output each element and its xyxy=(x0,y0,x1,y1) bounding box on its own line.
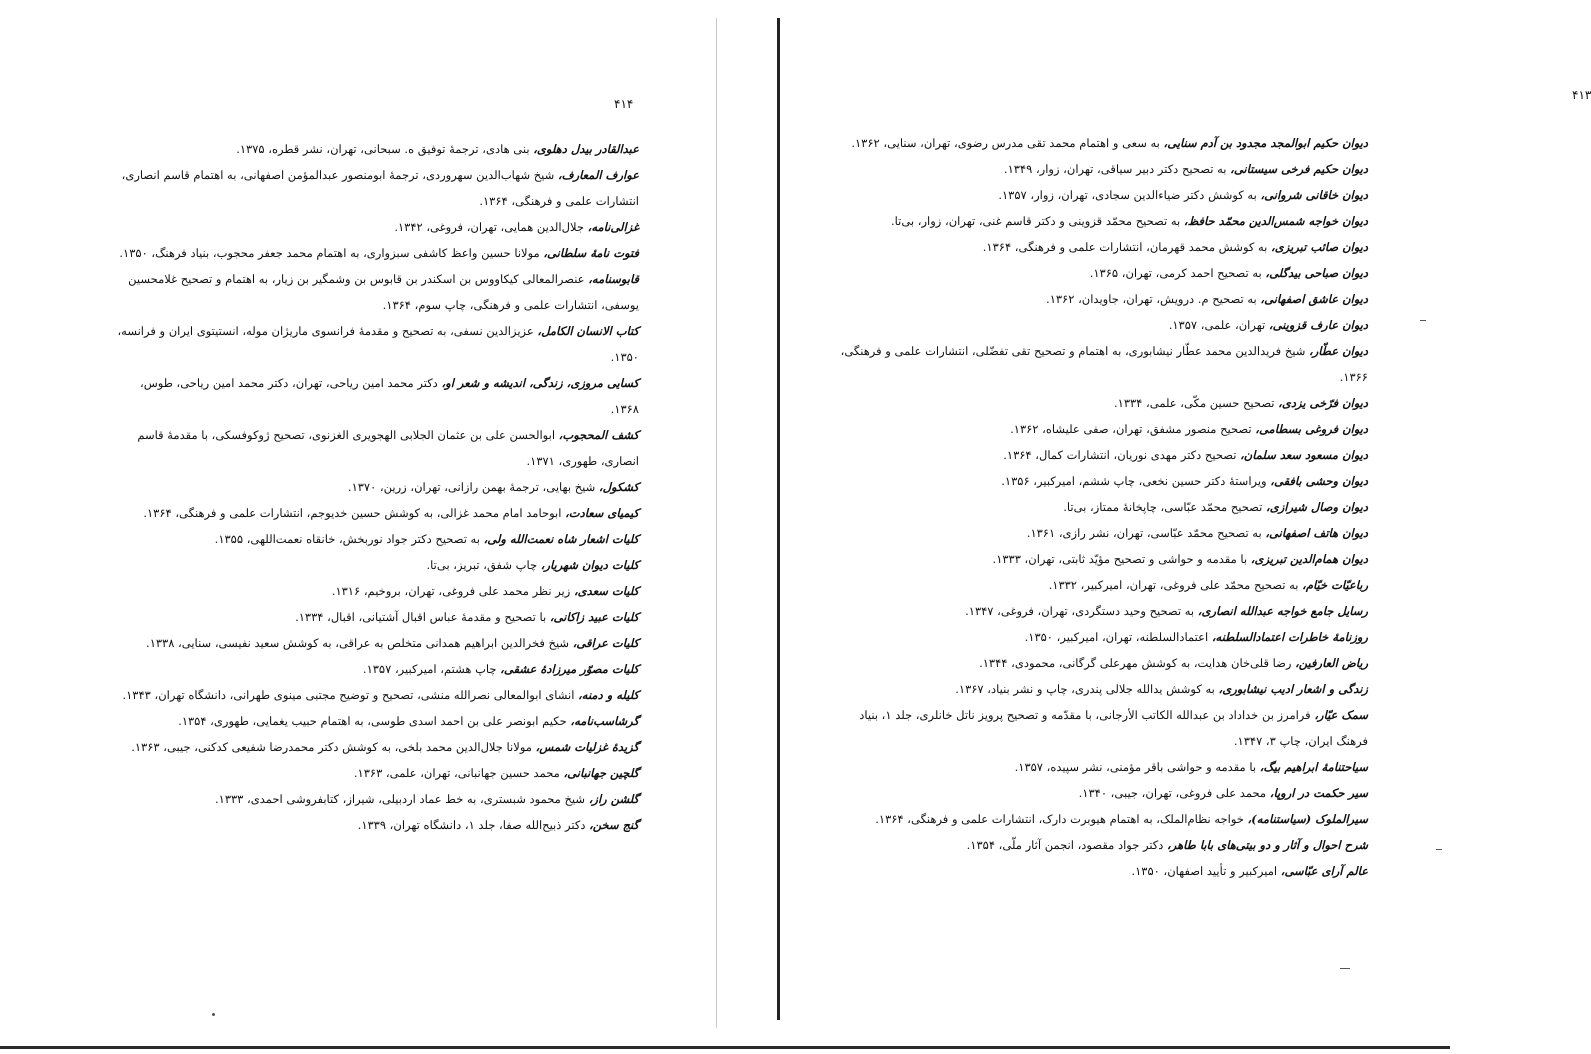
entry-details: امیرکبیر و تأیید اصفهان، ۱۳۵۰. xyxy=(1131,864,1281,878)
entry-details: رضا قلی‌خان هدایت، به کوشش مهرعلی گرگانی، محمودی، ۱۳۴۴. xyxy=(979,656,1296,670)
bibliography-entry xyxy=(828,130,1368,156)
entry-details: به تصحیح م. درویش، تهران، جاویدان، ۱۳۶۲. xyxy=(1046,292,1261,306)
bibliography-entry xyxy=(828,442,1368,468)
bibliography-entry xyxy=(109,318,639,370)
entry-details: شیخ فخرالدین ابراهیم همدانی متخلص به عراقی، به کوشش سعید نفیسی، سنایی، ۱۳۳۸. xyxy=(146,636,573,650)
entry-title: کلیات عبید زاکانی، xyxy=(549,610,639,624)
entry-details: به سعی و اهتمام محمد تقی مدرس رضوی، تهران، سنایی، ۱۳۶۲. xyxy=(851,136,1164,150)
bibliography-entry xyxy=(828,182,1368,208)
entry-title: گنج سخن، xyxy=(589,818,639,832)
bibliography-entry xyxy=(109,786,639,812)
bibliography-entry xyxy=(828,156,1368,182)
entry-details: حکیم ابونصر علی بن احمد اسدی طوسی، به اهتمام حبیب یغمایی، طهوری، ۱۳۵۴. xyxy=(178,714,571,728)
entry-title: کشف المحجوب، xyxy=(558,428,639,442)
entry-details: با تصحیح و مقدمهٔ عباس اقبال آشتیانی، اقبال، ۱۳۳۴. xyxy=(295,610,550,624)
bibliography-entry xyxy=(828,676,1368,702)
bibliography-entry xyxy=(109,656,639,682)
entry-details: بنی هادی، ترجمهٔ توفیق ه. سبحانی، تهران، نشر قطره، ۱۳۷۵. xyxy=(236,142,534,156)
entry-details: خواجه نظام‌الملک، به اهتمام هیوبرت دارک، انتشارات علمی و فرهنگی، ۱۳۶۴. xyxy=(875,812,1248,826)
bibliography-entry xyxy=(109,370,639,422)
entry-title: دیوان صائب تبریزی، xyxy=(1271,240,1368,254)
entry-details: عنصرالمعالی کیکاووس بن اسکندر بن قابوس بن وشمگیر بن زیار، به اهتمام و تصحیح غلامحسین یوسفی، انتشارات علمی و فرهنگی، چاپ سوم، ۱۳۶۴. xyxy=(128,272,639,312)
entry-title: دیوان عاشق اصفهانی، xyxy=(1260,292,1368,306)
entry-title: دیوان خواجه شمس‌الدین محمّد حافظ، xyxy=(1183,214,1368,228)
bibliography-entry xyxy=(109,552,639,578)
left-page xyxy=(0,0,724,1054)
bibliography-entry xyxy=(109,604,639,630)
entry-title: گزیدهٔ غزلیات شمس، xyxy=(535,740,639,754)
entry-title: دیوان وحشی بافقی، xyxy=(1270,474,1368,488)
entry-title: کلیله و دمنه، xyxy=(578,688,639,702)
entry-title: دیوان هاتف اصفهانی، xyxy=(1265,526,1368,540)
bibliography-entry xyxy=(109,422,639,474)
bibliography-entry xyxy=(109,214,639,240)
bibliography-entry xyxy=(828,572,1368,598)
bibliography-entry xyxy=(828,858,1368,884)
bibliography-entry xyxy=(828,780,1368,806)
scan-speck xyxy=(212,1013,215,1016)
bibliography-entry xyxy=(109,240,639,266)
bibliography-entry xyxy=(109,500,639,526)
bibliography-entry xyxy=(109,266,639,318)
entry-details: چاپ شفق، تبریز، بی‌تا. xyxy=(426,558,541,572)
entry-details: دکتر محمد امین ریاحی، تهران، دکتر محمد امین ریاحی، طوس، ۱۳۶۸. xyxy=(140,376,639,416)
bibliography-entry xyxy=(828,234,1368,260)
bibliography-entry xyxy=(828,546,1368,572)
entry-title: شرح احوال و آثار و دو بیتی‌های بابا طاهر، xyxy=(1167,838,1368,852)
entry-title: دیوان فرّخی یزدی، xyxy=(1278,396,1368,410)
entry-details: به تصحیح دکتر دبیر سیاقی، تهران، زوار، ۱۳۴۹. xyxy=(1003,162,1231,176)
bibliography-entry xyxy=(828,312,1368,338)
entry-details: به تصحیح محمّد علی فروغی، تهران، امیرکبیر، ۱۳۳۲. xyxy=(1048,578,1303,592)
entry-details: زیر نظر محمد علی فروغی، تهران، بروخیم، ۱۳۱۶. xyxy=(331,584,574,598)
bibliography-entry xyxy=(828,338,1368,390)
bibliography-entry xyxy=(109,760,639,786)
entry-title: عوارف المعارف، xyxy=(557,168,639,182)
bibliography-entry xyxy=(828,390,1368,416)
scan-bottom-edge xyxy=(0,1046,1450,1049)
entry-details: مولانا جلال‌الدین محمد بلخی، به کوشش دکتر محمدرضا شفیعی کدکنی، جیبی، ۱۳۶۳. xyxy=(131,740,536,754)
entry-details: ویراستهٔ دکتر حسین نخعی، چاپ ششم، امیرکبیر، ۱۳۵۶. xyxy=(1001,474,1271,488)
bibliography-entry xyxy=(109,526,639,552)
entry-title: دیوان خاقانی شروانی، xyxy=(1260,188,1368,202)
entry-title: عبدالقادر بیدل دهلوی، xyxy=(533,142,639,156)
bibliography-entry xyxy=(828,468,1368,494)
entry-title: عالم آرای عبّاسی، xyxy=(1280,864,1368,878)
entry-title: سمک عیّار، xyxy=(1314,708,1368,722)
entry-title: دیوان عارف قزوینی، xyxy=(1268,318,1368,332)
entry-title: کتاب الانسان الکامل، xyxy=(537,324,639,338)
entry-details: به تصحیح وحید دستگردی، تهران، فروغی، ۱۳۴۷. xyxy=(965,604,1198,618)
entry-details: به کوشش یدالله جلالی پندری، چاپ و نشر بنیاد، ۱۳۶۷. xyxy=(955,682,1219,696)
bibliography-entry xyxy=(828,286,1368,312)
entry-details: به تصحیح احمد کرمی، تهران، ۱۳۶۵. xyxy=(1089,266,1266,280)
bibliography-entry xyxy=(828,702,1368,754)
entry-details: با مقدمه و حواشی و تصحیح مؤیّد ثابتی، تهران، ۱۳۳۳. xyxy=(992,552,1251,566)
bibliography-entry xyxy=(109,474,639,500)
bibliography-entry xyxy=(109,578,639,604)
bibliography-entry xyxy=(828,208,1368,234)
entry-title: دیوان وصال شیرازی، xyxy=(1265,500,1368,514)
scan-speck xyxy=(1420,320,1426,321)
entry-details: دکتر ذبیح‌الله صفا، جلد ۱، دانشگاه تهران، ۱۳۳۹. xyxy=(357,818,590,832)
entry-title: کلیات اشعار شاه نعمت‌الله ولی، xyxy=(483,532,639,546)
bibliography-entry xyxy=(109,162,639,214)
entry-details: اعتمادالسلطنه، تهران، امیرکبیر، ۱۳۵۰. xyxy=(1024,630,1212,644)
entry-details: به تصحیح محمّد عبّاسی، تهران، نشر رازی، ۱۳۶۱. xyxy=(1026,526,1266,540)
bibliography-entry xyxy=(828,832,1368,858)
bibliography-entry xyxy=(109,682,639,708)
entry-details: به تصحیح محمّد قزوینی و دکتر قاسم غنی، تهران، زوار، بی‌تا. xyxy=(890,214,1184,228)
entry-details: ابوحامد امام محمد غزالی، به کوشش حسین خدیوجم، انتشارات علمی و فرهنگی، ۱۳۶۴. xyxy=(143,506,566,520)
entry-title: کسایی مروزی، زندگی، اندیشه و شعر او، xyxy=(441,376,639,390)
entry-details: مولانا حسین واعظ کاشفی سبزواری، به اهتمام محمد جعفر محجوب، بنیاد فرهنگ، ۱۳۵۰. xyxy=(119,246,544,260)
bibliography-list xyxy=(109,136,639,838)
entry-details: محمد حسین جهانبانی، تهران، علمی، ۱۳۶۳. xyxy=(353,766,564,780)
entry-details: تصحیح منصور مشفق، تهران، صفی علیشاه، ۱۳۶۲. xyxy=(1010,422,1256,436)
entry-details: تصحیح دکتر مهدی نوریان، انتشارات کمال، ۱۳۶۴. xyxy=(1003,448,1241,462)
entry-details: با مقدمه و حواشی باقر مؤمنی، نشر سپیده، ۱۳۵۷. xyxy=(1014,760,1260,774)
entry-title: کلیات عراقی، xyxy=(572,636,639,650)
entry-details: محمد علی فروغی، تهران، جیبی، ۱۳۴۰. xyxy=(1078,786,1270,800)
scan-speck xyxy=(1436,849,1442,850)
entry-details: جلال‌الدین همایی، تهران، فروغی، ۱۳۴۲. xyxy=(394,220,588,234)
page-number: ۴۱۳ xyxy=(1572,88,1591,102)
entry-title: دیوان مسعود سعد سلمان، xyxy=(1240,448,1368,462)
entry-title: دیوان فروغی بسطامی، xyxy=(1255,422,1368,436)
entry-title: رسایل جامع خواجه عبدالله انصاری، xyxy=(1197,604,1368,618)
entry-details: شیخ بهایی، ترجمهٔ بهمن رازانی، تهران، زرین، ۱۳۷۰. xyxy=(347,480,599,494)
bibliography-entry xyxy=(109,630,639,656)
entry-title: دیوان حکیم ابوالمجد مجدود بن آدم سنایی، xyxy=(1163,136,1368,150)
entry-title: سیرالملوک (سیاستنامه)، xyxy=(1247,812,1368,826)
entry-details: شیخ فریدالدین محمد عطّار نیشابوری، به اهتمام و تصحیح تقی تفضّلی، انتشارات علمی و فرهنگی، ۱۳۶۶. xyxy=(840,344,1368,384)
entry-details: شیخ محمود شبستری، به خط عماد اردبیلی، شیراز، کتابفروشی احمدی، ۱۳۳۳. xyxy=(215,792,589,806)
entry-details: عزیزالدین نسفی، به تصحیح و مقدمهٔ فرانسوی ماریژان موله، انستیتوی ایران و فرانسه، ۱۳۵۰. xyxy=(117,324,639,364)
entry-title: گلشن راز، xyxy=(588,792,639,806)
page-number: ۴۱۴ xyxy=(614,97,634,111)
right-page xyxy=(730,0,1591,1054)
entry-details: فرامرز بن خداداد بن عبدالله الکاتب الأرجانی، با مقدّمه و تصحیح پرویز ناتل خانلری، جلد ۱، بنیاد فرهنگ ایران، چاپ ۳، ۱۳۴۷. xyxy=(859,708,1368,748)
bibliography-entry xyxy=(109,708,639,734)
entry-title: غزالی‌نامه، xyxy=(587,220,639,234)
entry-title: کیمیای سعادت، xyxy=(565,506,639,520)
page-edge-line xyxy=(716,18,717,1028)
entry-details: شیخ شهاب‌الدین سهروردی، ترجمهٔ ابومنصور عبدالمؤمن اصفهانی، به اهتمام قاسم انصاری، انتشارات علمی و فرهنگی، ۱۳۶۴. xyxy=(121,168,639,208)
bibliography-list xyxy=(828,130,1368,884)
entry-title: دیوان همام‌الدین تبریزی، xyxy=(1250,552,1368,566)
entry-title: گلچین جهانبانی، xyxy=(563,766,639,780)
bibliography-entry xyxy=(828,806,1368,832)
bibliography-entry xyxy=(109,136,639,162)
bibliography-entry xyxy=(109,734,639,760)
entry-title: دیوان عطّار، xyxy=(1309,344,1368,358)
entry-title: سیر حکمت در اروپا، xyxy=(1269,786,1368,800)
entry-details: تهران، علمی، ۱۳۵۷. xyxy=(1168,318,1269,332)
bibliography-entry xyxy=(828,598,1368,624)
bibliography-entry xyxy=(828,650,1368,676)
entry-details: تصحیح حسین مکّی، علمی، ۱۳۳۴. xyxy=(1114,396,1279,410)
entry-details: چاپ هشتم، امیرکبیر، ۱۳۵۷. xyxy=(362,662,501,676)
entry-title: روزنامهٔ خاطرات اعتمادالسلطنه، xyxy=(1211,630,1368,644)
entry-title: رباعیّات خیّام، xyxy=(1302,578,1368,592)
bibliography-entry xyxy=(828,416,1368,442)
bibliography-entry xyxy=(828,260,1368,286)
entry-title: کلیات دیوان شهریار، xyxy=(540,558,639,572)
entry-details: تصحیح محمّد عبّاسی، چاپخانهٔ ممتاز، بی‌تا. xyxy=(1063,500,1266,514)
entry-title: فتوت نامهٔ سلطانی، xyxy=(543,246,639,260)
entry-details: ابوالحسن علی بن عثمان الجلابی الهجویری الغزنوی، تصحیح ژوکوفسکی، با مقدمهٔ قاسم انصاری، طهوری، ۱۳۷۱. xyxy=(137,428,639,468)
entry-details: انشای ابوالمعالی نصرالله منشی، تصحیح و توضیح مجتبی مینوی طهرانی، دانشگاه تهران، ۱۳۴۳. xyxy=(122,688,579,702)
entry-title: دیوان حکیم فرخی سیستانی، xyxy=(1230,162,1368,176)
bibliography-entry xyxy=(109,812,639,838)
entry-title: کلیات سعدی، xyxy=(573,584,639,598)
entry-title: قابوسنامه، xyxy=(588,272,639,286)
entry-title: کشکول، xyxy=(598,480,639,494)
entry-details: به تصحیح دکتر جواد نوربخش، خانقاه نعمت‌اللهی، ۱۳۵۵. xyxy=(214,532,484,546)
entry-title: کلیات مصوّر میرزادهٔ عشقی، xyxy=(500,662,639,676)
bibliography-entry xyxy=(828,520,1368,546)
entry-details: به کوشش دکتر ضیاءالدین سجادی، تهران، زوار، ۱۳۵۷. xyxy=(998,188,1261,202)
bibliography-entry xyxy=(828,754,1368,780)
entry-details: به کوشش محمد قهرمان، انتشارات علمی و فرهنگی، ۱۳۶۴. xyxy=(982,240,1272,254)
entry-title: ریاض العارفین، xyxy=(1295,656,1368,670)
entry-title: سیاحتنامهٔ ابراهیم بیگ، xyxy=(1259,760,1368,774)
entry-title: زندگی و اشعار ادیب نیشابوری، xyxy=(1218,682,1368,696)
scan-speck xyxy=(1340,968,1350,969)
entry-title: دیوان صباحی بیدگلی، xyxy=(1265,266,1368,280)
entry-title: گرشاسب‌نامه، xyxy=(570,714,639,728)
entry-details: دکتر جواد مقصود، انجمن آثار ملّی، ۱۳۵۴. xyxy=(966,838,1168,852)
bibliography-entry xyxy=(828,624,1368,650)
bibliography-entry xyxy=(828,494,1368,520)
